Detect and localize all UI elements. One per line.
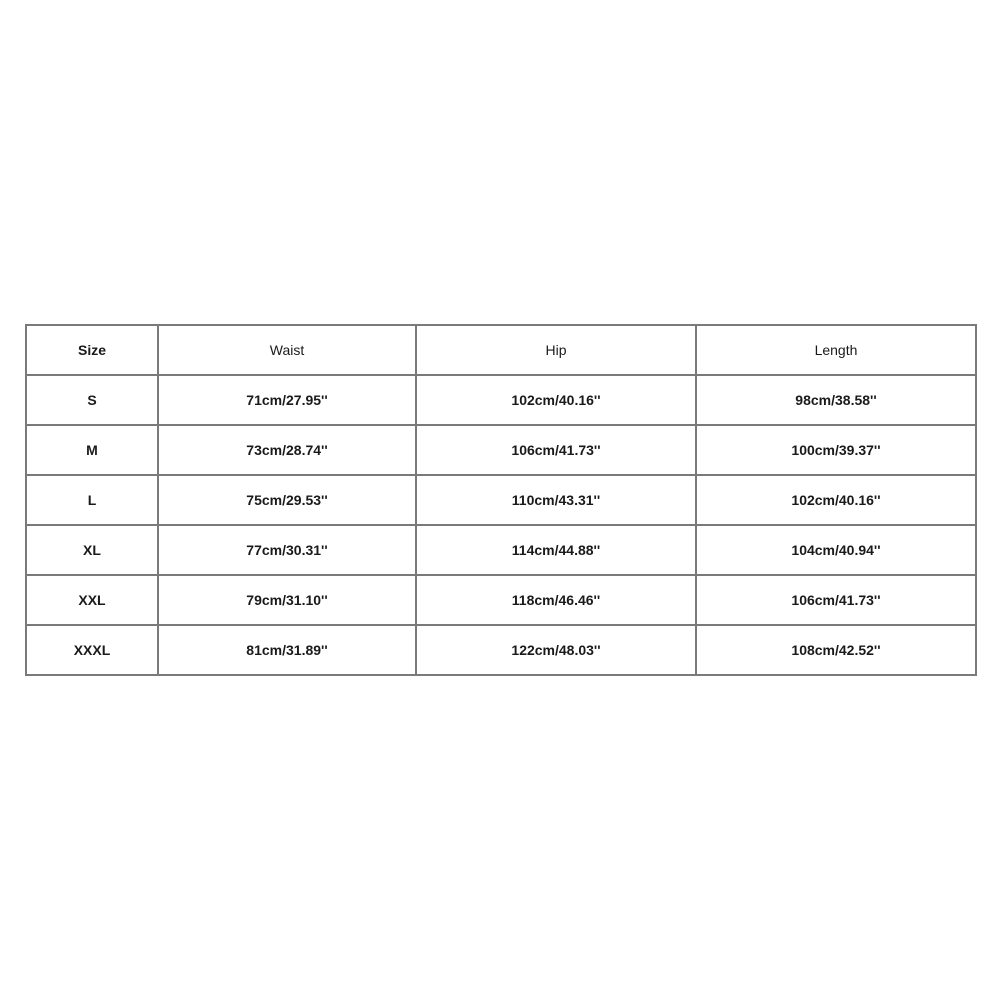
waist-cell: 71cm/27.95'' (158, 375, 416, 425)
size-cell: XXXL (26, 625, 158, 675)
waist-cell: 75cm/29.53'' (158, 475, 416, 525)
length-cell: 102cm/40.16'' (696, 475, 976, 525)
hip-cell: 122cm/48.03'' (416, 625, 696, 675)
table-row (26, 525, 976, 575)
length-cell: 108cm/42.52'' (696, 625, 976, 675)
hip-cell: 106cm/41.73'' (416, 425, 696, 475)
hip-cell: 110cm/43.31'' (416, 475, 696, 525)
length-cell: 104cm/40.94'' (696, 525, 976, 575)
header-size: Size (26, 325, 158, 375)
size-chart-table (25, 324, 977, 676)
table-row (26, 375, 976, 425)
size-cell: XL (26, 525, 158, 575)
header-hip: Hip (416, 325, 696, 375)
waist-cell: 73cm/28.74'' (158, 425, 416, 475)
length-cell: 98cm/38.58'' (696, 375, 976, 425)
hip-cell: 114cm/44.88'' (416, 525, 696, 575)
waist-cell: 77cm/30.31'' (158, 525, 416, 575)
size-cell: XXL (26, 575, 158, 625)
size-cell: M (26, 425, 158, 475)
table-row (26, 425, 976, 475)
size-cell: S (26, 375, 158, 425)
header-waist: Waist (158, 325, 416, 375)
hip-cell: 118cm/46.46'' (416, 575, 696, 625)
waist-cell: 79cm/31.10'' (158, 575, 416, 625)
table-row (26, 475, 976, 525)
waist-cell: 81cm/31.89'' (158, 625, 416, 675)
size-cell: L (26, 475, 158, 525)
table-row (26, 625, 976, 675)
hip-cell: 102cm/40.16'' (416, 375, 696, 425)
table-row (26, 575, 976, 625)
header-length: Length (696, 325, 976, 375)
length-cell: 100cm/39.37'' (696, 425, 976, 475)
length-cell: 106cm/41.73'' (696, 575, 976, 625)
header-row (26, 325, 976, 375)
